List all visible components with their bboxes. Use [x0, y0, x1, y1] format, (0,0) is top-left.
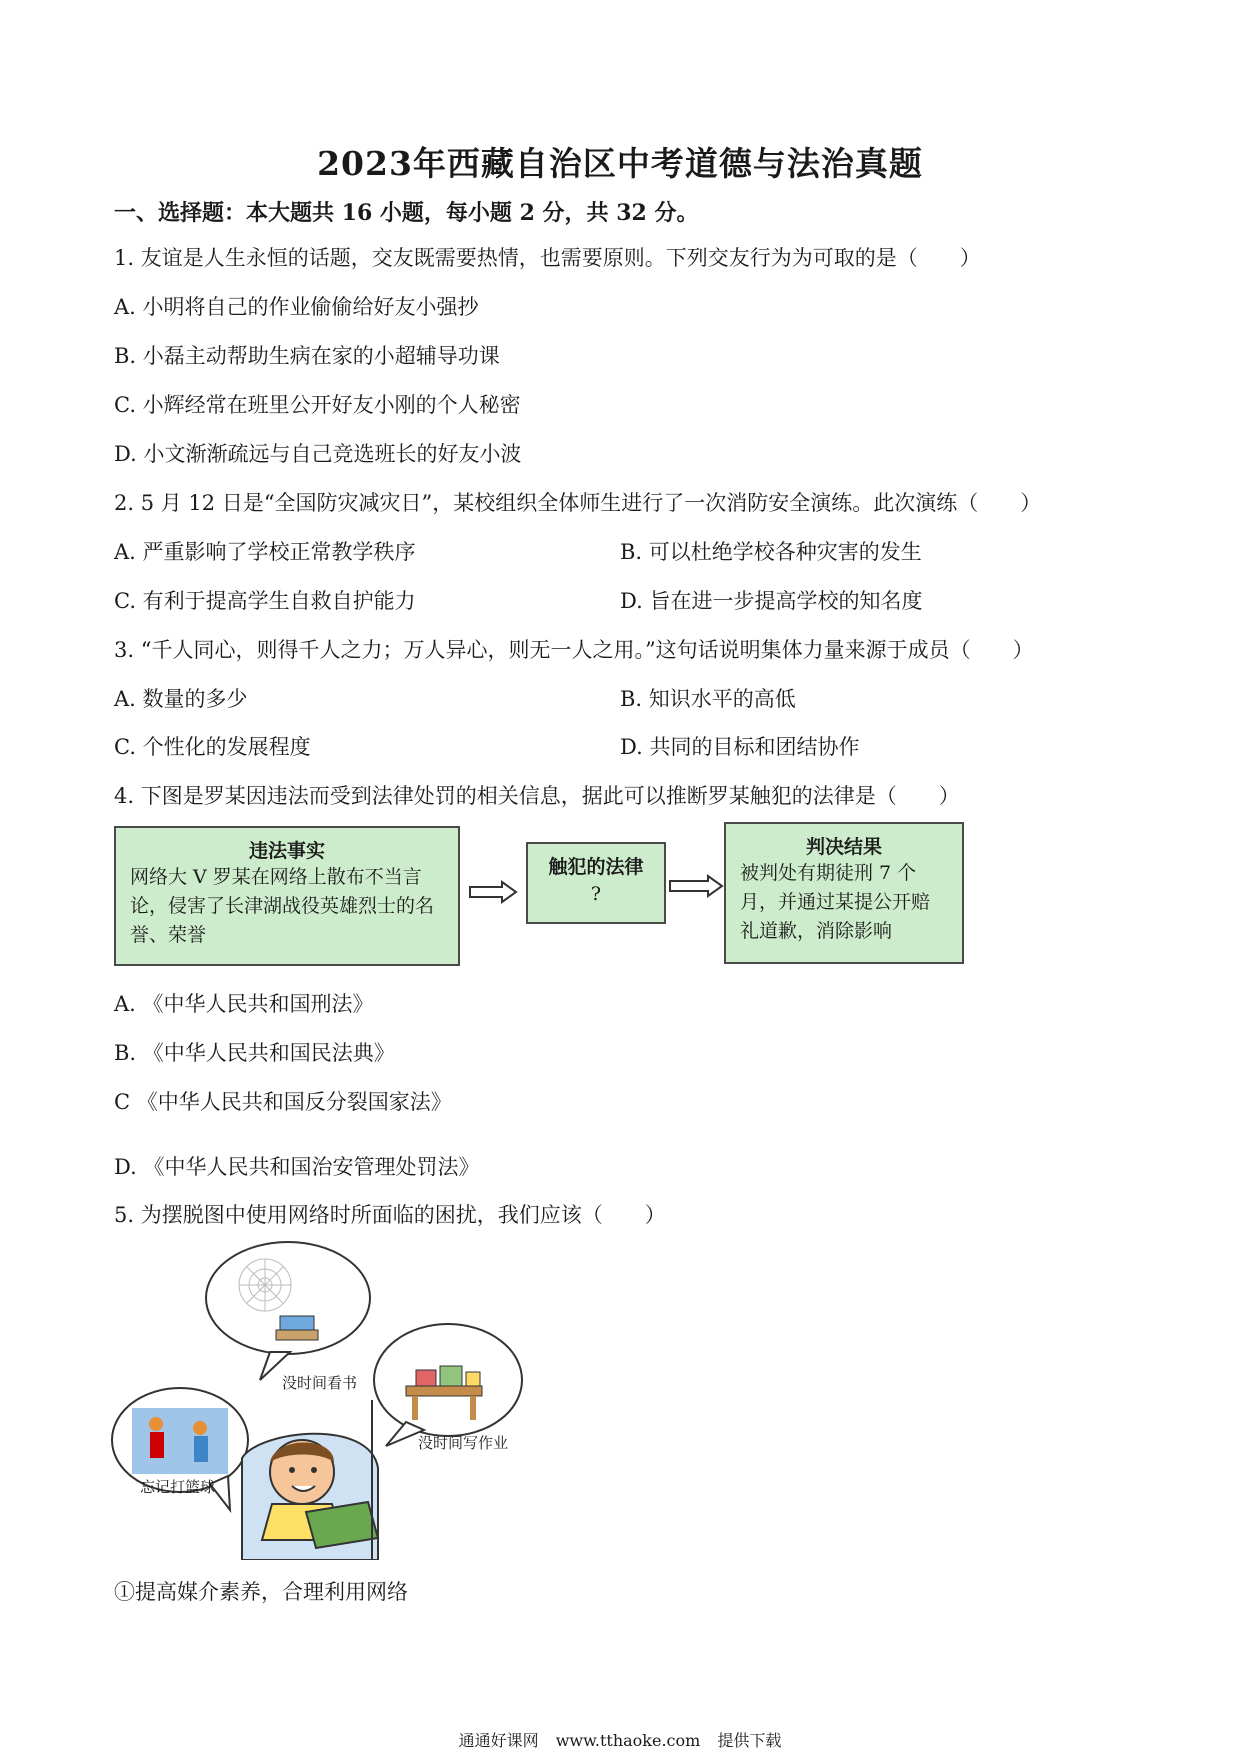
section-heading: 一、选择题：本大题共 16 小题，每小题 2 分，共 32 分。	[114, 200, 699, 226]
q2-option-b: B. 可以杜绝学校各种灾害的发生	[620, 540, 922, 564]
footer-url[interactable]: www.tthaoke.com	[555, 1731, 701, 1750]
q1-option-a: A. 小明将自己的作业偷偷给好友小强抄	[114, 295, 479, 319]
q5-option-1: ①提高媒介素养，合理利用网络	[114, 1580, 408, 1604]
q4-option-d: D. 《中华人民共和国治安管理处罚法》	[114, 1155, 480, 1179]
q1-stem: 1. 友谊是人生永恒的话题，交友既需要热情，也需要原则。下列交友行为为可取的是（ ）	[114, 246, 981, 270]
q3-option-d: D. 共同的目标和团结协作	[620, 735, 860, 759]
verdict-body: 被判处有期徒刑 7 个月，并通过某提公开赔礼道歉，消除影响	[740, 862, 931, 942]
q4-option-a: A. 《中华人民共和国刑法》	[114, 992, 374, 1016]
arrow-right-icon	[668, 874, 724, 898]
violation-facts-body: 网络大 V 罗某在网络上散布不当言论，侵害了长津湖战役英雄烈士的名誉、荣誉	[130, 866, 435, 946]
q1-option-d: D. 小文渐渐疏远与自己竞选班长的好友小波	[114, 442, 522, 466]
q1-option-b: B. 小磊主动帮助生病在家的小超辅导功课	[114, 344, 500, 368]
q3-option-c: C. 个性化的发展程度	[114, 735, 311, 759]
arrow-right-icon	[468, 880, 518, 904]
footer-site-name: 通通好课网	[458, 1731, 539, 1750]
q3-option-a: A. 数量的多少	[114, 687, 248, 711]
page-title: 2023年西藏自治区中考道德与法治真题	[317, 144, 923, 183]
q2-option-c: C. 有利于提高学生自救自护能力	[114, 589, 416, 613]
no-time-reading-label: 没时间看书	[282, 1374, 358, 1392]
internet-addiction-illustration	[110, 1240, 540, 1560]
footer-note: 提供下载	[717, 1731, 782, 1750]
verdict-title: 判决结果	[805, 836, 882, 858]
q3-option-b: B. 知识水平的高低	[620, 687, 796, 711]
q4-option-c: C 《中华人民共和国反分裂国家法》	[114, 1090, 452, 1114]
no-time-homework-label: 没时间写作业	[418, 1434, 509, 1452]
q2-option-a: A. 严重影响了学校正常教学秩序	[114, 540, 416, 564]
violated-law-title: 触犯的法律	[548, 856, 644, 878]
violated-law-box	[526, 842, 666, 924]
violation-facts-box	[114, 826, 460, 966]
footer	[0, 1728, 1240, 1751]
q3-stem: 3. “千人同心，则得千人之力；万人异心，则无一人之用。”这句话说明集体力量来源于成员（ ）	[114, 638, 1034, 662]
violation-facts-title: 违法事实	[248, 840, 325, 862]
q4-stem: 4. 下图是罗某因违法而受到法律处罚的相关信息，据此可以推断罗某触犯的法律是（ ）	[114, 784, 960, 808]
violated-law-unknown: ?	[590, 883, 602, 905]
q2-option-d: D. 旨在进一步提高学校的知名度	[620, 589, 923, 613]
q4-option-b: B. 《中华人民共和国民法典》	[114, 1041, 395, 1065]
q5-stem: 5. 为摆脱图中使用网络时所面临的困扰，我们应该（ ）	[114, 1203, 666, 1227]
q2-stem: 2. 5 月 12 日是“全国防灾减灾日”，某校组织全体师生进行了一次消防安全演练。此次演练（ ）	[114, 491, 1042, 515]
verdict-box	[724, 822, 964, 964]
q1-option-c: C. 小辉经常在班里公开好友小刚的个人秘密	[114, 393, 521, 417]
forgot-basketball-label: 忘记打篮球	[140, 1478, 216, 1496]
